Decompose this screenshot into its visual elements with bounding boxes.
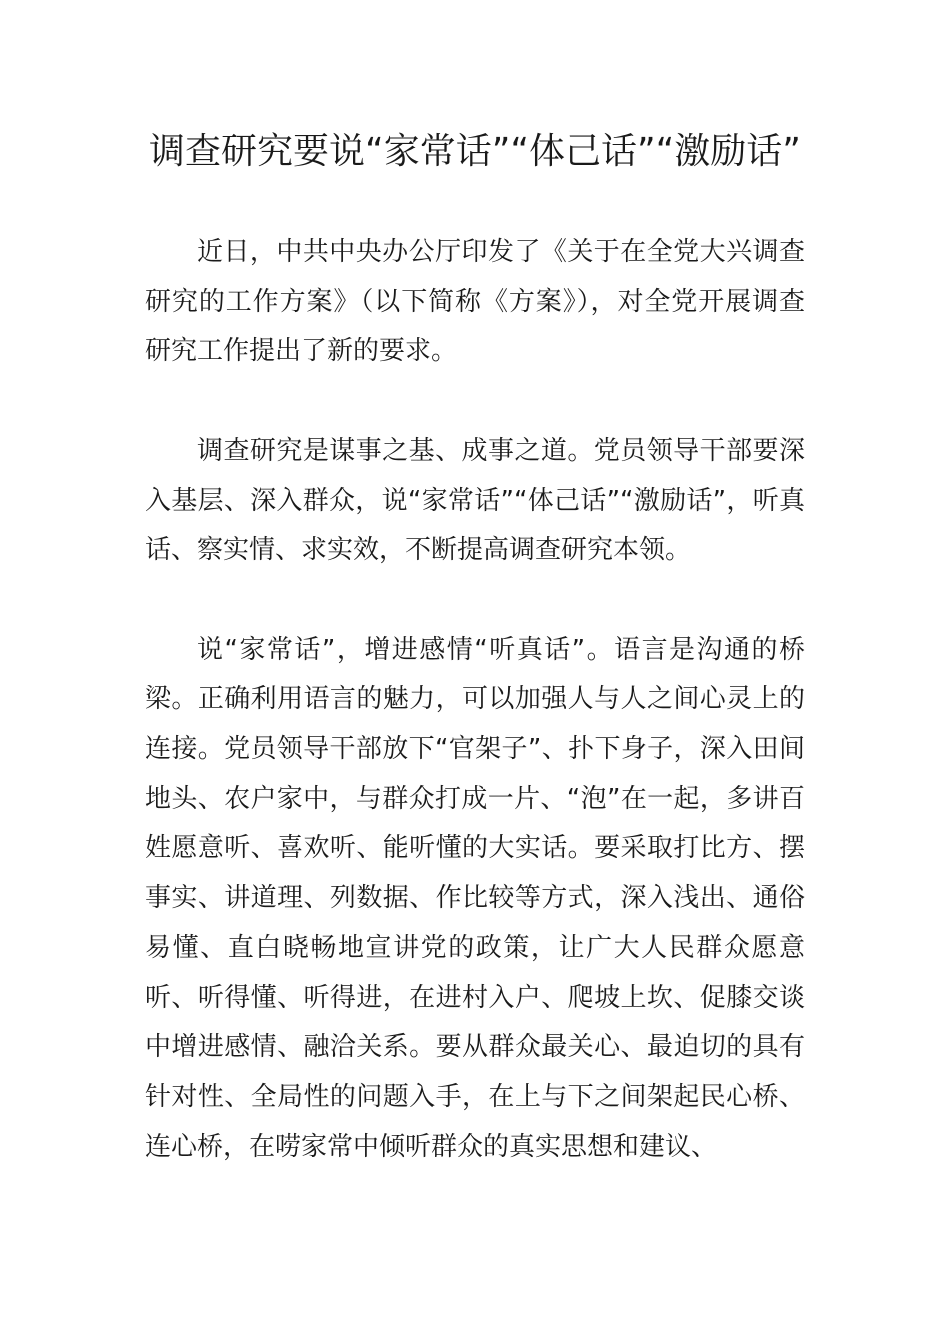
document-body bbox=[145, 228, 805, 1172]
paragraph-homely-talk: 说“家常话”，增进感情“听真话”。语言是沟通的桥梁。正确利用语言的魅力，可以加强人与人之间心灵上的连接。党员领导干部放下“官架子”、扑下身子，深入田间地头、农户家中，与群众打成一片、“泡”在一起，多讲百姓愿意听、喜欢听、能听懂的大实话。要采取打比方、摆事实、讲道理、列数据、作比较等方式，深入浅出、通俗易懂、直白晓畅地宣讲党的政策，让广大人民群众愿意听、听得懂、听得进，在进村入户、爬坡上坎、促膝交谈中增进感情、融洽关系。要从群众最关心、最迫切的具有针对性、全局性的问题入手，在上与下之间架起民心桥、连心桥，在唠家常中倾听群众的真实思想和建议、 bbox=[145, 634, 805, 1162]
paragraph-overview: 调查研究是谋事之基、成事之道。党员领导干部要深入基层、深入群众，说“家常话”“体己话”“激励话”，听真话、察实情、求实效，不断提高调查研究本领。 bbox=[145, 435, 805, 566]
paragraph-spacer bbox=[145, 377, 805, 427]
paragraph-intro: 近日，中共中央办公厅印发了《关于在全党大兴调查研究的工作方案》（以下简称《方案》），对全党开展调查研究工作提出了新的要求。 bbox=[145, 237, 805, 367]
document-title: 调查研究要说“家常话”“体己话”“激励话” bbox=[149, 131, 801, 172]
paragraph-spacer bbox=[145, 576, 805, 626]
